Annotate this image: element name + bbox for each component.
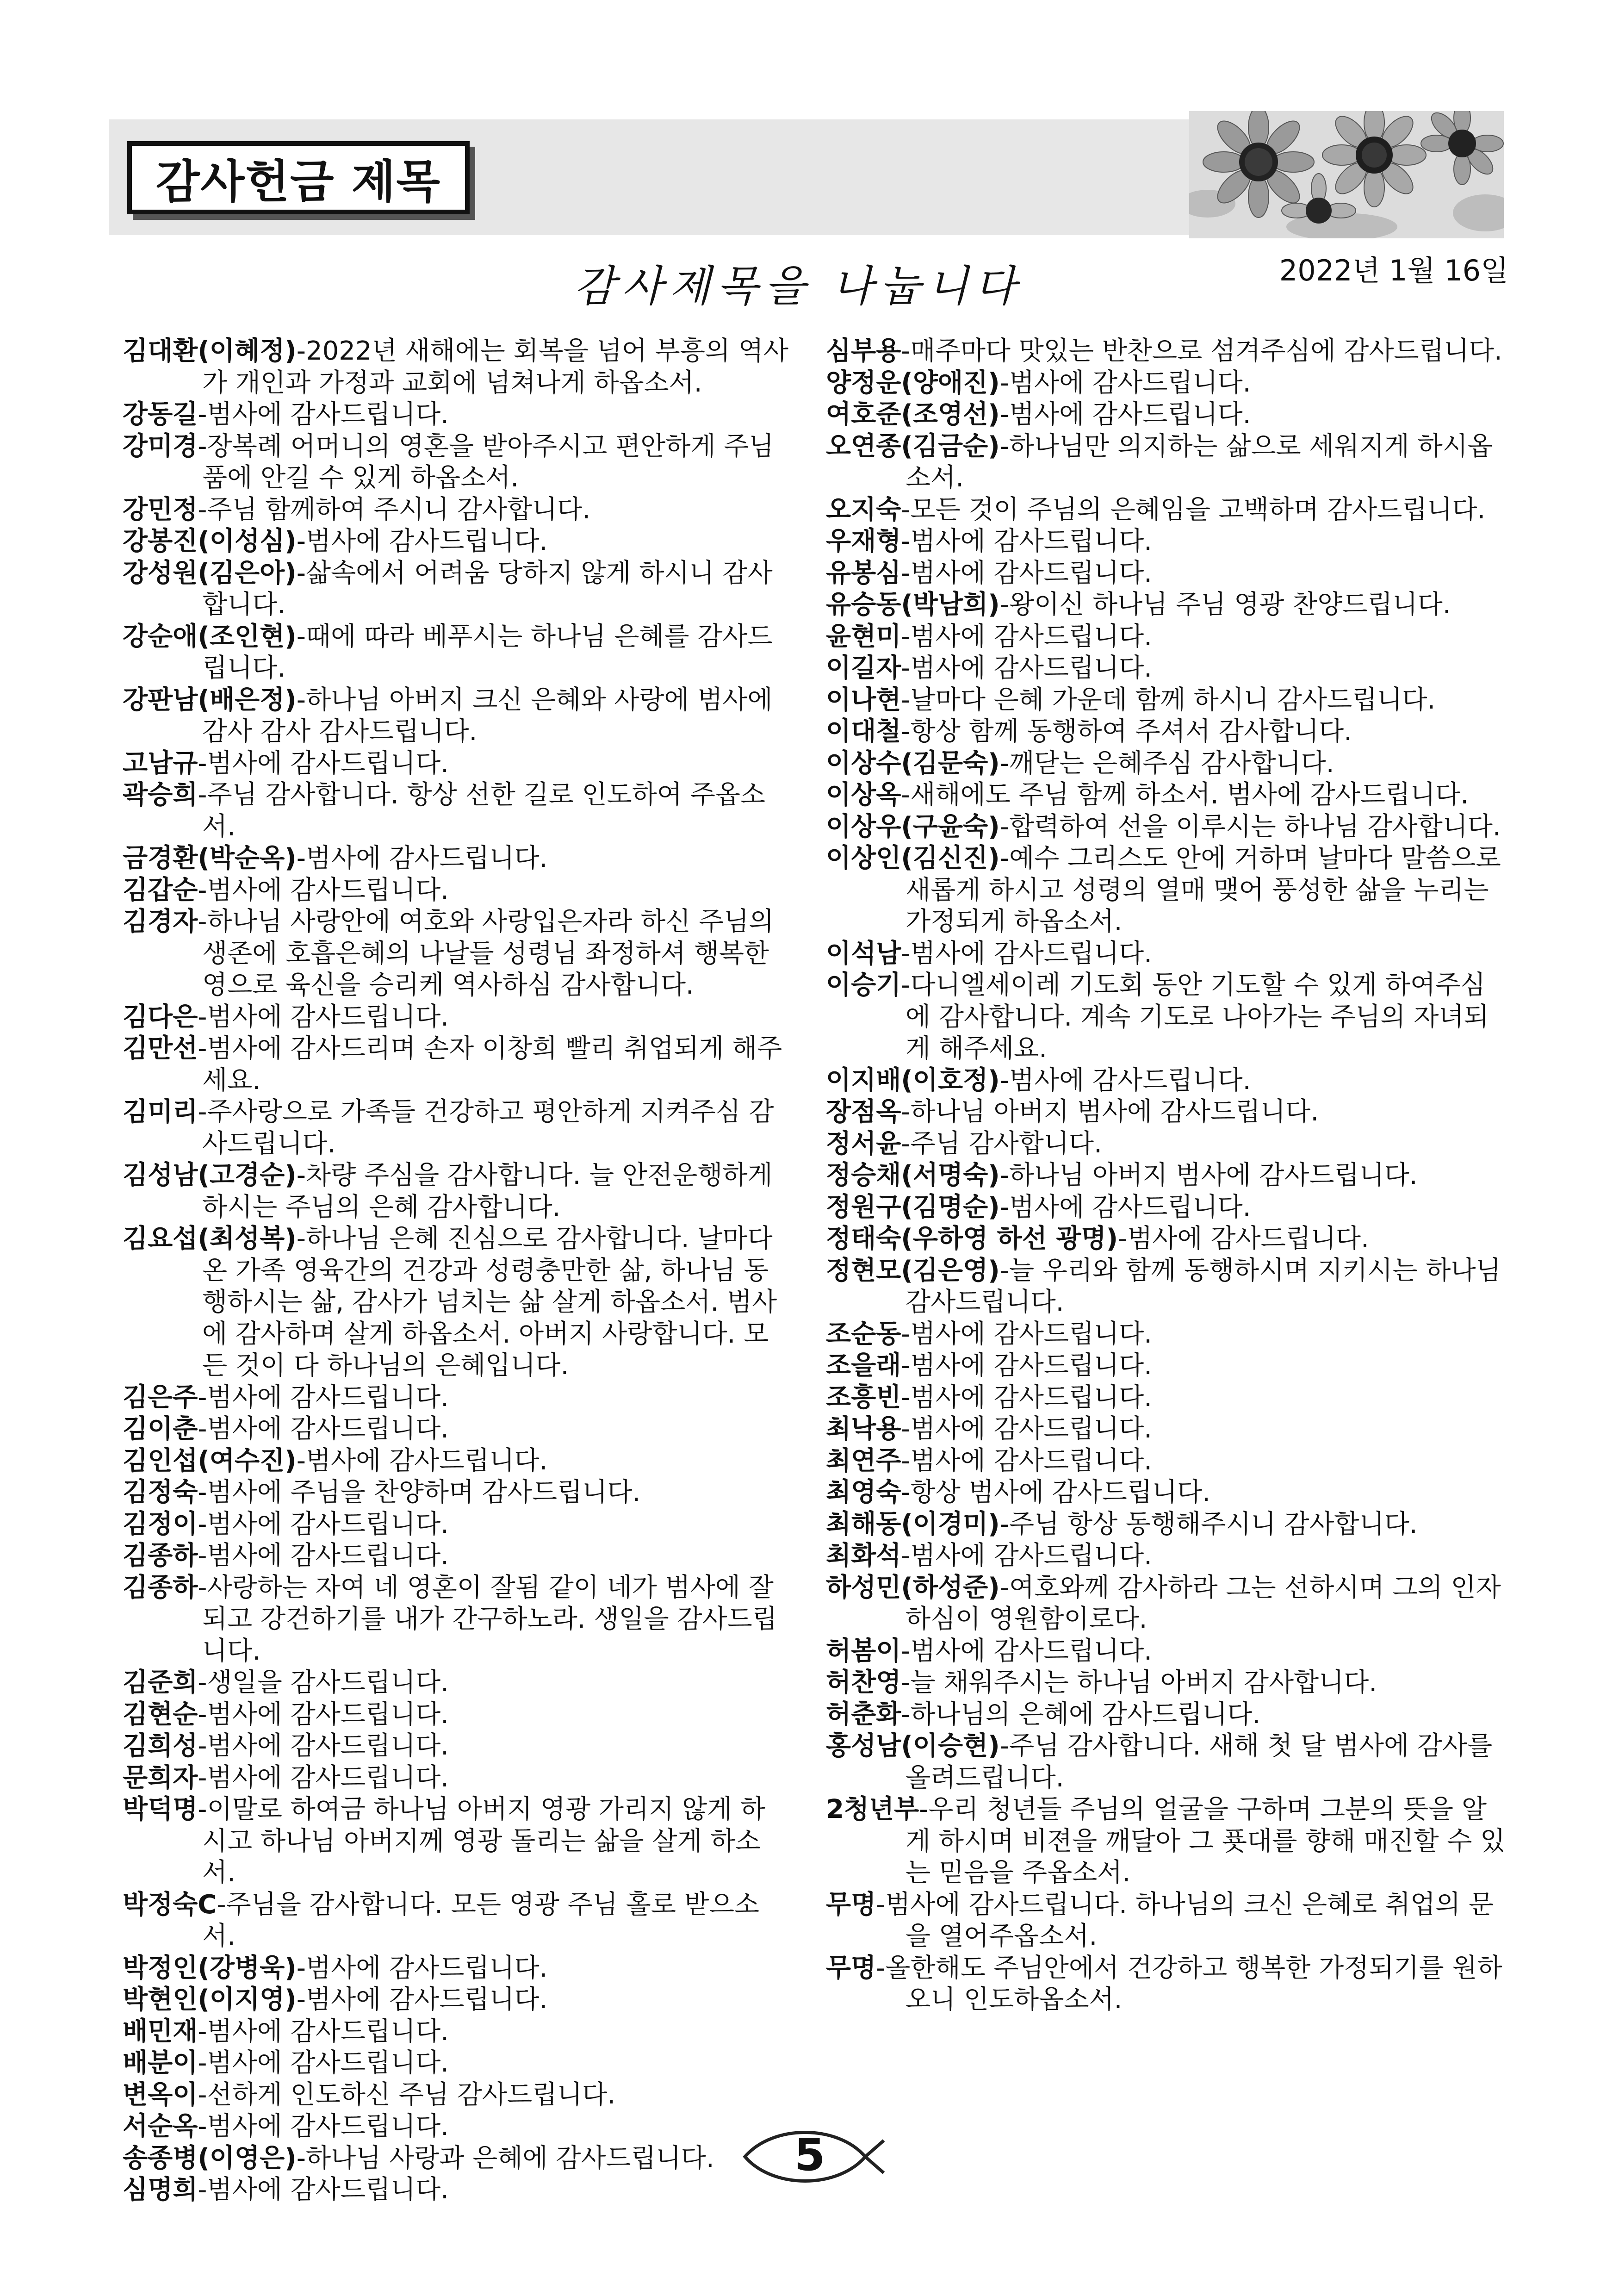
page-number: 5: [794, 2129, 825, 2181]
thanks-message: -하나님 아버지 범사에 감사드립니다.: [999, 1160, 1418, 1190]
donor-name: 이상수(김문숙): [826, 748, 1000, 778]
thanks-message: -때에 따라 베푸시는 하나님 은혜를 감사드립니다.: [202, 621, 773, 683]
donor-name: 곽승희: [123, 780, 198, 810]
donor-name: 김이춘: [123, 1414, 198, 1444]
offering-entry: [123, 2174, 789, 2206]
thanks-message: -범사에 감사드립니다.: [198, 1731, 449, 1761]
offering-entry: [826, 779, 1506, 811]
offering-entry: [123, 1572, 789, 1668]
donor-name: 유승동(박남희): [826, 590, 1000, 620]
donor-name: 서순옥: [123, 2111, 198, 2141]
donor-name: 오연종(김금순): [826, 431, 1000, 461]
donor-name: 김정이: [123, 1509, 198, 1539]
offering-entry: [123, 1445, 789, 1477]
thanks-message: -범사에 감사드립니다.: [901, 558, 1152, 588]
offering-entry: [826, 811, 1506, 843]
donor-name: 조을래: [826, 1350, 901, 1381]
thanks-message: -하나님의 은혜에 감사드립니다.: [901, 1699, 1261, 1730]
donor-name: 김정숙: [123, 1477, 198, 1507]
offering-entry: [826, 1096, 1506, 1128]
donor-name: 김대환(이혜정): [123, 336, 297, 366]
donor-name: 강동길: [123, 399, 198, 429]
donor-name: 강순애(조인현): [123, 621, 297, 652]
left-column: [123, 336, 789, 2206]
thanks-message: -범사에 감사드립니다.: [999, 1065, 1251, 1095]
thanks-message: -범사에 감사드립니다.: [198, 1002, 449, 1032]
thanks-message: -범사에 주님을 찬양하며 감사드립니다.: [198, 1477, 641, 1507]
offering-entry: [123, 1033, 789, 1096]
offering-entry: [826, 748, 1506, 780]
donor-name: 정서윤: [826, 1128, 901, 1159]
donor-name: 강봉진(이성심): [123, 526, 297, 556]
offering-entry: [123, 2111, 789, 2143]
offering-entry: [123, 1413, 789, 1445]
thanks-message: -선하게 인도하신 주님 감사드립니다.: [198, 2079, 616, 2110]
offering-entry: [826, 589, 1506, 621]
offering-entry: [826, 1540, 1506, 1572]
donor-name: 김성남(고경순): [123, 1160, 297, 1190]
donor-name: 김요섭(최성복): [123, 1224, 297, 1254]
thanks-message: -주님 감사합니다. 새해 첫 달 범사에 감사를 올려드립니다.: [906, 1731, 1493, 1793]
offering-entry: [123, 336, 789, 399]
offering-entry: [123, 558, 789, 621]
thanks-message: -다니엘세이레 기도회 동안 기도할 수 있게 하여주심에 감사합니다. 계속 기도로 나아가는 주님의 자녀되게 해주세요.: [901, 970, 1489, 1064]
thanks-message: -2022년 새해에는 회복을 넘어 부흥의 역사가 개인과 가정과 교회에 넘쳐나게 하옵소서.: [202, 336, 788, 398]
donor-name: 송종병(이영은): [123, 2143, 297, 2173]
thanks-message: -범사에 감사드리며 손자 이창희 빨리 취업되게 해주세요.: [198, 1033, 782, 1095]
thanks-message: -범사에 감사드립니다.: [198, 1509, 449, 1539]
donor-name: 김경자: [123, 907, 198, 937]
offering-entry: [123, 748, 789, 780]
donor-name: 최화석: [826, 1541, 901, 1571]
offering-entry: [123, 399, 789, 431]
donor-name: 조순동: [826, 1319, 901, 1349]
thanks-message: -범사에 감사드립니다. 하나님의 크신 은혜로 취업의 문을 열어주옵소서.: [876, 1889, 1494, 1951]
donor-name: 정승채(서명숙): [826, 1160, 1000, 1190]
donor-name: 무명: [826, 1889, 876, 1920]
offering-entry: [123, 2079, 789, 2111]
thanks-message: -범사에 감사드립니다.: [198, 1762, 449, 1793]
donor-name: 박덕명: [123, 1794, 198, 1824]
offering-entry: [826, 1319, 1506, 1350]
donor-name: 조흥빈: [826, 1382, 901, 1412]
thanks-message: -범사에 감사드립니다.: [198, 2175, 449, 2205]
thanks-message: -범사에 감사드립니다.: [901, 938, 1152, 969]
section-title: 감사헌금 제목: [155, 155, 441, 208]
donor-name: 김다은: [123, 1002, 198, 1032]
donor-name: 심부용: [826, 336, 901, 366]
thanks-message: -범사에 감사드립니다.: [198, 1382, 449, 1412]
donor-name: 허춘화: [826, 1699, 901, 1730]
thanks-message: -범사에 감사드립니다.: [198, 1541, 449, 1571]
thanks-message: -왕이신 하나님 주님 영광 찬양드립니다.: [999, 590, 1451, 620]
offering-entry: [826, 1128, 1506, 1160]
thanks-message: -범사에 감사드립니다.: [296, 1953, 548, 1983]
offering-entry: [826, 1794, 1506, 1889]
offering-entry: [123, 1223, 789, 1382]
donor-name: 김준희: [123, 1668, 198, 1698]
thanks-message: -장복례 어머니의 영혼을 받아주시고 편안하게 주님 품에 안길 수 있게 하옵소서.: [198, 431, 774, 493]
thanks-message: -범사에 감사드립니다.: [198, 875, 449, 905]
offering-entry: [826, 1953, 1506, 2016]
offering-entry: [826, 526, 1506, 558]
offering-entry: [826, 1572, 1506, 1636]
offering-entry: [826, 1699, 1506, 1731]
thanks-message: -범사에 감사드립니다.: [1118, 1224, 1369, 1254]
thanks-message: -범사에 감사드립니다.: [901, 526, 1152, 556]
thanks-message: -하나님 은혜 진심으로 감사합니다. 날마다 온 가족 영육간의 건강과 성령충만한 삶, 하나님 동행하시는 삶, 감사가 넘치는 삶 살게 하옵소서. 범사에 감사하며 살게 하옵소서. 아버지 사랑합니다. 모든 것이 다 하나님의 은혜입니다.: [202, 1224, 777, 1381]
thanks-message: -주님을 감사합니다. 모든 영광 주님 홀로 받으소서.: [202, 1889, 760, 1951]
donor-name: 김종하: [123, 1541, 198, 1571]
offering-entry: [826, 1382, 1506, 1414]
donor-name: 심명희: [123, 2175, 198, 2205]
thanks-message: -범사에 감사드립니다.: [198, 1414, 449, 1444]
thanks-message: -주님 감사합니다. 항상 선한 길로 인도하여 주옵소서.: [198, 780, 766, 842]
thanks-message: -주님 감사합니다.: [901, 1128, 1102, 1159]
offering-entry: [826, 1636, 1506, 1668]
donor-name: 금경환(박순옥): [123, 843, 297, 873]
donor-name: 김인섭(여수진): [123, 1445, 297, 1476]
donor-name: 양정운(양애진): [826, 367, 1000, 398]
donor-name: 이상인(김신진): [826, 843, 1000, 873]
donor-name: 정원구(김명순): [826, 1192, 1000, 1222]
thanks-message: -매주마다 맛있는 반찬으로 섬겨주심에 감사드립니다.: [901, 336, 1502, 366]
offering-entry: [826, 970, 1506, 1065]
thanks-message: -범사에 감사드립니다.: [296, 1985, 548, 2015]
section-title-box: [127, 141, 470, 214]
thanks-message: -범사에 감사드립니다.: [296, 1445, 548, 1476]
donor-name: 오지숙: [826, 494, 901, 525]
thanks-message: -범사에 감사드립니다.: [999, 1192, 1251, 1222]
thanks-message: -항상 범사에 감사드립니다.: [901, 1477, 1210, 1507]
donor-name: 배분이: [123, 2048, 198, 2078]
offering-entry: [123, 843, 789, 875]
offering-entry: [123, 1509, 789, 1541]
donor-name: 박현인(이지영): [123, 1985, 297, 2015]
issue-date: 2022년 1월 16일: [1279, 254, 1508, 287]
thanks-message: -새해에도 주님 함께 하소서. 범사에 감사드립니다.: [901, 780, 1469, 810]
thanks-message: -사랑하는 자여 네 영혼이 잘됨 같이 네가 범사에 잘되고 강건하기를 내가 간구하노라. 생일을 감사드립니다.: [198, 1572, 777, 1666]
donor-name: 허찬영: [826, 1668, 901, 1698]
thanks-message: -하나님 사랑과 은혜에 감사드립니다.: [296, 2143, 714, 2173]
thanks-message: -범사에 감사드립니다.: [999, 367, 1251, 398]
thanks-message: -범사에 감사드립니다.: [901, 1319, 1152, 1349]
thanks-message: -범사에 감사드립니다.: [901, 1414, 1152, 1444]
thanks-message: -범사에 감사드립니다.: [901, 653, 1152, 683]
offering-entry: [123, 1477, 789, 1509]
donor-name: 이지배(이호정): [826, 1065, 1000, 1095]
offering-entry: [826, 1350, 1506, 1382]
offering-entry: [826, 938, 1506, 970]
offering-entry: [826, 1667, 1506, 1699]
offering-entry: [123, 684, 789, 748]
donor-name: 최해동(이경미): [826, 1509, 1000, 1539]
thanks-message: -합력하여 선을 이루시는 하나님 감사합니다.: [999, 811, 1501, 842]
offering-entry: [123, 621, 789, 684]
donor-name: 고남규: [123, 748, 198, 778]
donor-name: 변옥이: [123, 2079, 198, 2110]
donor-name: 강성원(김은아): [123, 558, 297, 588]
thanks-message: -여호와께 감사하라 그는 선하시며 그의 인자하심이 영원함이로다.: [906, 1572, 1501, 1634]
donor-name: 정태숙(우하영 하선 광명): [826, 1224, 1118, 1254]
donor-name: 장점옥: [826, 1097, 901, 1127]
offering-entry: [826, 1477, 1506, 1509]
donor-name: 허봄이: [826, 1636, 901, 1666]
donor-name: 윤현미: [826, 621, 901, 652]
donor-name: 이석남: [826, 938, 901, 969]
donor-name: 여호준(조영선): [826, 399, 1000, 429]
thanks-message: -범사에 감사드립니다.: [198, 2016, 449, 2047]
offering-entry: [123, 1984, 789, 2016]
donor-name: 김만선: [123, 1033, 198, 1064]
donor-name: 최영숙: [826, 1477, 901, 1507]
thanks-message: -범사에 감사드립니다.: [296, 526, 548, 556]
offering-entry: [826, 431, 1506, 494]
offering-entry: [826, 494, 1506, 526]
offering-entry: [123, 1953, 789, 1985]
offering-entry: [826, 684, 1506, 716]
offering-entry: [826, 1445, 1506, 1477]
offering-entry: [123, 779, 789, 843]
offering-entry: [123, 1096, 789, 1160]
offering-entry: [826, 1065, 1506, 1097]
donor-name: 김희성: [123, 1731, 198, 1761]
offering-entry: [123, 1762, 789, 1794]
donor-name: 김종하: [123, 1572, 198, 1603]
thanks-message: -범사에 감사드립니다.: [198, 399, 449, 429]
donor-name: 박정숙C: [123, 1889, 217, 1920]
offering-entry: [123, 526, 789, 558]
donor-name: 김미리: [123, 1097, 198, 1127]
thanks-message: -범사에 감사드립니다.: [198, 2048, 449, 2078]
donor-name: 이나현: [826, 684, 901, 715]
offering-entry: [123, 2016, 789, 2048]
offering-entry: [826, 1223, 1506, 1255]
thanks-message: -주사랑으로 가족들 건강하고 평안하게 지켜주심 감사드립니다.: [198, 1097, 774, 1159]
offering-entry: [123, 1794, 789, 1889]
donor-name: 강민정: [123, 494, 198, 525]
donor-name: 우재형: [826, 526, 901, 556]
offering-entry: [123, 2047, 789, 2079]
right-column: [826, 336, 1506, 2016]
thanks-message: -범사에 감사드립니다.: [198, 1699, 449, 1730]
thanks-message: -항상 함께 동행하여 주셔서 감사합니다.: [901, 716, 1352, 747]
offering-entry: [826, 843, 1506, 938]
offering-entry: [826, 716, 1506, 748]
offering-entry: [123, 1160, 789, 1223]
donor-name: 이대철: [826, 716, 901, 747]
offering-entry: [123, 1540, 789, 1572]
thanks-message: -차량 주심을 감사합니다. 늘 안전운행하게 하시는 주님의 은혜 감사합니다.: [202, 1160, 773, 1222]
thanks-message: -주님 항상 동행해주시니 감사합니다.: [999, 1509, 1418, 1539]
thanks-message: -이말로 하여금 하나님 아버지 영광 가리지 않게 하시고 하나님 아버지께 영광 돌리는 삶을 살게 하소서.: [198, 1794, 766, 1888]
offering-entry: [826, 1160, 1506, 1192]
offering-entry: [826, 1889, 1506, 1953]
thanks-message: -범사에 감사드립니다.: [999, 399, 1251, 429]
offering-entry: [826, 653, 1506, 684]
offering-entry: [123, 431, 789, 494]
offering-entry: [123, 1889, 789, 1953]
offering-entry: [826, 1509, 1506, 1541]
thanks-message: -범사에 감사드립니다.: [296, 843, 548, 873]
thanks-message: -범사에 감사드립니다.: [198, 2111, 449, 2141]
offering-entry: [123, 1667, 789, 1699]
donor-name: 문희자: [123, 1762, 198, 1793]
thanks-message: -범사에 감사드립니다.: [901, 621, 1152, 652]
donor-name: 배민재: [123, 2016, 198, 2047]
donor-name: 이상우(구윤숙): [826, 811, 1000, 842]
thanks-message: -하나님 사랑안에 여호와 사랑입은자라 하신 주님의 생존에 호흡은혜의 나날들 성령님 좌정하셔 행복한 영으로 육신을 승리케 역사하심 감사합니다.: [198, 907, 774, 1000]
thanks-message: -하나님만 의지하는 삶으로 세워지게 하시옵소서.: [906, 431, 1493, 493]
offering-entry: [123, 2143, 789, 2175]
thanks-message: -범사에 감사드립니다.: [901, 1541, 1152, 1571]
thanks-message: -범사에 감사드립니다.: [198, 748, 449, 778]
donor-name: 박정인(강병욱): [123, 1953, 297, 1983]
offering-entry: [826, 558, 1506, 590]
offering-entry: [123, 1002, 789, 1033]
thanks-message: -삶속에서 어려움 당하지 않게 하시니 감사합니다.: [202, 558, 773, 620]
offering-entry: [123, 1730, 789, 1762]
offering-entry: [123, 1699, 789, 1731]
offering-entry: [123, 875, 789, 907]
donor-name: 강판남(배은정): [123, 684, 297, 715]
donor-name: 정현모(김은영): [826, 1255, 1000, 1286]
thanks-message: -범사에 감사드립니다.: [901, 1636, 1152, 1666]
thanks-message: -날마다 은혜 가운데 함께 하시니 감사드립니다.: [901, 684, 1436, 715]
donor-name: 최낙용: [826, 1414, 901, 1444]
thanks-message: -하나님 아버지 크신 은혜와 사랑에 범사에 감사 감사 감사드립니다.: [202, 684, 773, 747]
offering-entry: [123, 1382, 789, 1414]
offering-entry: [826, 336, 1506, 367]
offering-entry: [826, 1255, 1506, 1319]
donor-name: 김은주: [123, 1382, 198, 1412]
donor-name: 하성민(하성준): [826, 1572, 1000, 1603]
thanks-message: -범사에 감사드립니다.: [901, 1382, 1152, 1412]
donor-name: 김갑순: [123, 875, 198, 905]
offering-entry: [826, 1192, 1506, 1224]
offering-entry: [123, 494, 789, 526]
sunflower-bouquet-icon: [1189, 111, 1504, 238]
donor-name: 김현순: [123, 1699, 198, 1730]
thanks-message: -늘 채워주시는 하나님 아버지 감사합니다.: [901, 1668, 1377, 1698]
thanks-message: -예수 그리스도 안에 거하며 날마다 말씀으로 새롭게 하시고 성령의 열매 맺어 풍성한 삶을 누리는 가정되게 하옵소서.: [906, 843, 1501, 937]
thanks-message: -늘 우리와 함께 동행하시며 지키시는 하나님 감사드립니다.: [906, 1255, 1501, 1317]
donor-name: 강미경: [123, 431, 198, 461]
thanks-message: -모든 것이 주님의 은혜임을 고백하며 감사드립니다.: [901, 494, 1486, 525]
thanks-message: -깨닫는 은혜주심 감사합니다.: [999, 748, 1334, 778]
donor-name: 유봉심: [826, 558, 901, 588]
offering-entry: [826, 367, 1506, 399]
thanks-message: -우리 청년들 주님의 얼굴을 구하며 그분의 뜻을 알게 하시며 비젼을 깨달아 그 푯대를 향해 매진할 수 있는 믿음을 주옵소서.: [906, 1794, 1506, 1888]
offering-entry: [826, 621, 1506, 653]
offering-entry: [826, 399, 1506, 431]
thanks-message: -범사에 감사드립니다.: [901, 1445, 1152, 1476]
page-subtitle: 감사제목을 나눕니다: [574, 261, 1023, 311]
donor-name: 최연주: [826, 1445, 901, 1476]
offering-entry: [123, 906, 789, 1002]
donor-name: 2청년부: [826, 1794, 919, 1824]
offering-entry: [826, 1413, 1506, 1445]
thanks-message: -하나님 아버지 범사에 감사드립니다.: [901, 1097, 1319, 1127]
thanks-message: -올한해도 주님안에서 건강하고 행복한 가정되기를 원하오니 인도하옵소서.: [876, 1953, 1502, 2015]
donor-name: 무명: [826, 1953, 876, 1983]
donor-name: 이상옥: [826, 780, 901, 810]
donor-name: 이길자: [826, 653, 901, 683]
thanks-message: -주님 함께하여 주시니 감사합니다.: [198, 494, 591, 525]
offering-entry: [826, 1730, 1506, 1794]
thanks-message: -생일을 감사드립니다.: [198, 1668, 449, 1698]
donor-name: 이승기: [826, 970, 901, 1000]
donor-name: 홍성남(이승현): [826, 1731, 1000, 1761]
thanks-message: -범사에 감사드립니다.: [901, 1350, 1152, 1381]
